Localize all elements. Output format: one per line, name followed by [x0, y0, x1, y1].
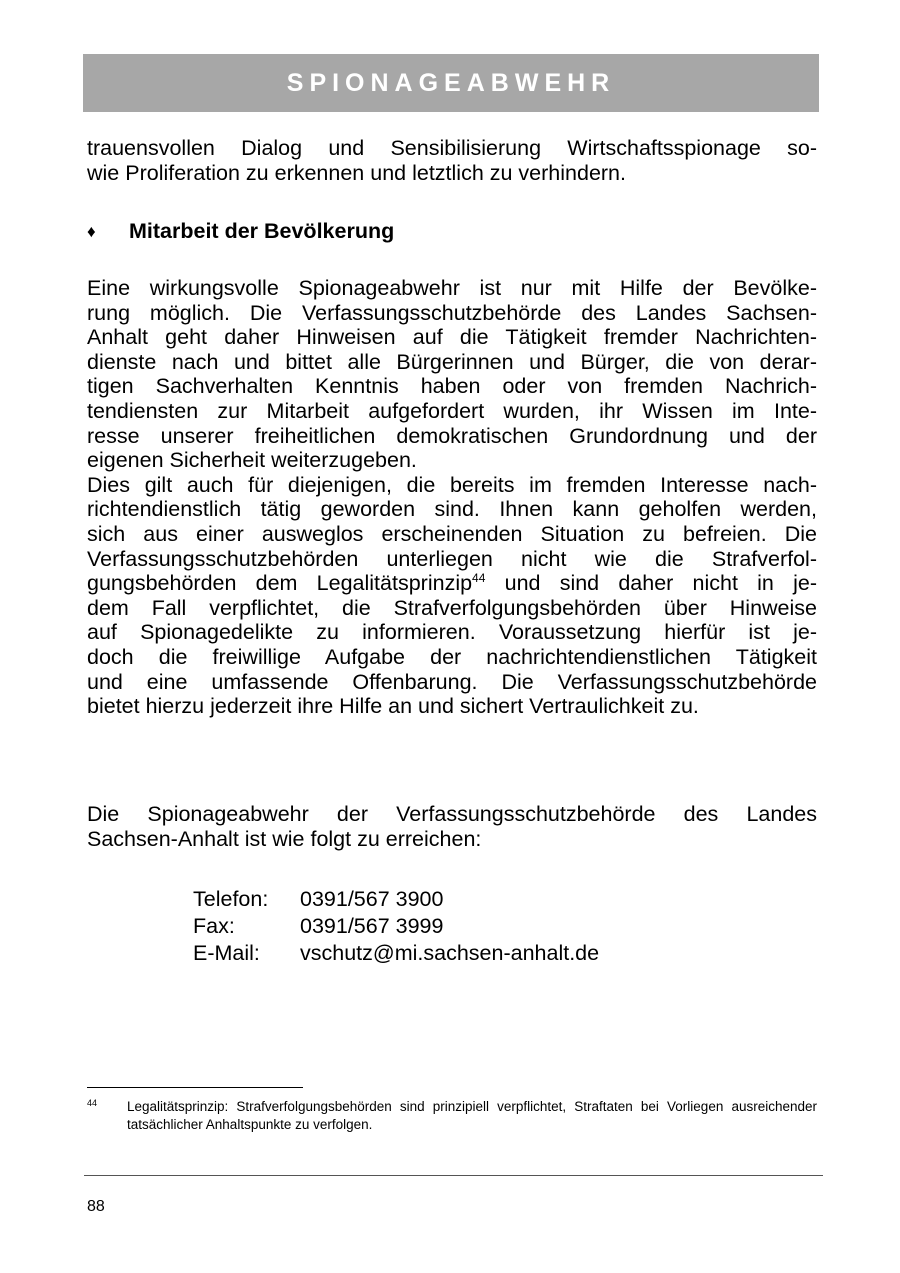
body-paragraph-1: [87, 276, 817, 719]
contact-label: E-Mail:: [193, 941, 260, 965]
text-line: dienste nach und bittet alle Bürgerinnen und Bürger, die von derar-: [87, 349, 817, 374]
text-line: tigen Sachverhalten Kenntnis haben oder von fremden Nachrich-: [87, 374, 817, 399]
contact-row-email: [193, 940, 599, 967]
text-line: dem Fall verpflichtet, die Strafverfolgungsbehörden über Hinweise: [87, 595, 817, 620]
text-line: Die Spionageabwehr der Verfassungsschutzbehörde des Landes: [87, 802, 817, 826]
section-heading: [87, 219, 394, 244]
fax-number: 0391/567 3999: [300, 914, 444, 938]
footnote-number: 44: [87, 1098, 98, 1108]
footnote-divider: [87, 1087, 303, 1088]
page-number: 88: [87, 1198, 105, 1215]
text-line: Verfassungsschutzbehörden unterliegen nicht wie die Strafverfol-: [87, 546, 817, 571]
email-address[interactable]: vschutz@mi.sachsen-anhalt.de: [300, 941, 600, 965]
contact-block: [193, 886, 599, 967]
body-paragraph-3: [87, 802, 817, 851]
text-line: Eine wirkungsvolle Spionageabwehr ist nur mit Hilfe der Bevölke-: [87, 276, 817, 300]
text-line: tendiensten zur Mitarbeit aufgefordert wurden, ihr Wissen im Inte-: [87, 398, 817, 423]
footnote-text: Legalitätsprinzip: Strafverfolgungsbehörden sind prinzipiell verpflichtet, Straftaten bei Vorliegen ausreichender tatsächlicher Anhaltspunkte zu verfolgen.: [127, 1099, 817, 1132]
diamond-bullet-icon: ♦: [87, 221, 96, 241]
text-line: richtendienstlich tätig geworden sind. Ihnen kann geholfen werden,: [87, 497, 817, 522]
contact-row-fax: [193, 913, 599, 940]
contact-label: Telefon:: [193, 887, 269, 911]
header-bar: [83, 54, 819, 112]
footnote: [87, 1098, 817, 1134]
text-segment: gungsbehörden dem Legalitätsprinzip: [87, 571, 473, 596]
text-line: rung möglich. Die Verfassungsschutzbehörde des Landes Sachsen-: [87, 300, 817, 325]
text-line: Sachsen-Anhalt ist wie folgt zu erreichen:: [87, 826, 482, 851]
intro-paragraph: [87, 136, 817, 185]
text-line-with-footnote-ref: [87, 571, 817, 596]
contact-label: Fax:: [193, 914, 235, 938]
contact-row-phone: [193, 886, 599, 913]
text-line: doch die freiwillige Aufgabe der nachrichtendienstlichen Tätigkeit: [87, 644, 817, 669]
text-line: sich aus einer ausweglos erscheinenden Situation zu befreien. Die: [87, 521, 817, 546]
text-segment: und sind daher nicht in je-: [485, 571, 817, 596]
text-line: eigenen Sicherheit weiterzugeben.: [87, 448, 417, 473]
text-line: Anhalt geht daher Hinweisen auf die Tätigkeit fremder Nachrichten-: [87, 325, 817, 350]
text-line: bietet hierzu jederzeit ihre Hilfe an und sichert Vertraulichkeit zu.: [87, 694, 699, 719]
page-title: SPIONAGEABWEHR: [286, 68, 616, 97]
page-footer-divider: [84, 1175, 823, 1176]
text-line: auf Spionagedelikte zu informieren. Voraussetzung hierfür ist je-: [87, 620, 817, 645]
text-line: Dies gilt auch für diejenigen, die bereits im fremden Interesse nach-: [87, 472, 817, 497]
text-line: und eine umfassende Offenbarung. Die Verfassungsschutzbehörde: [87, 669, 817, 694]
text-line: resse unserer freiheitlichen demokratischen Grundordnung und der: [87, 423, 817, 448]
phone-number: 0391/567 3900: [300, 887, 444, 911]
footnote-reference[interactable]: 44: [472, 570, 486, 585]
section-heading-text: Mitarbeit der Bevölkerung: [129, 219, 395, 243]
text-line: trauensvollen Dialog und Sensibilisierung Wirtschaftsspionage so-: [87, 136, 817, 160]
text-line: wie Proliferation zu erkennen und letztlich zu verhindern.: [87, 160, 626, 185]
